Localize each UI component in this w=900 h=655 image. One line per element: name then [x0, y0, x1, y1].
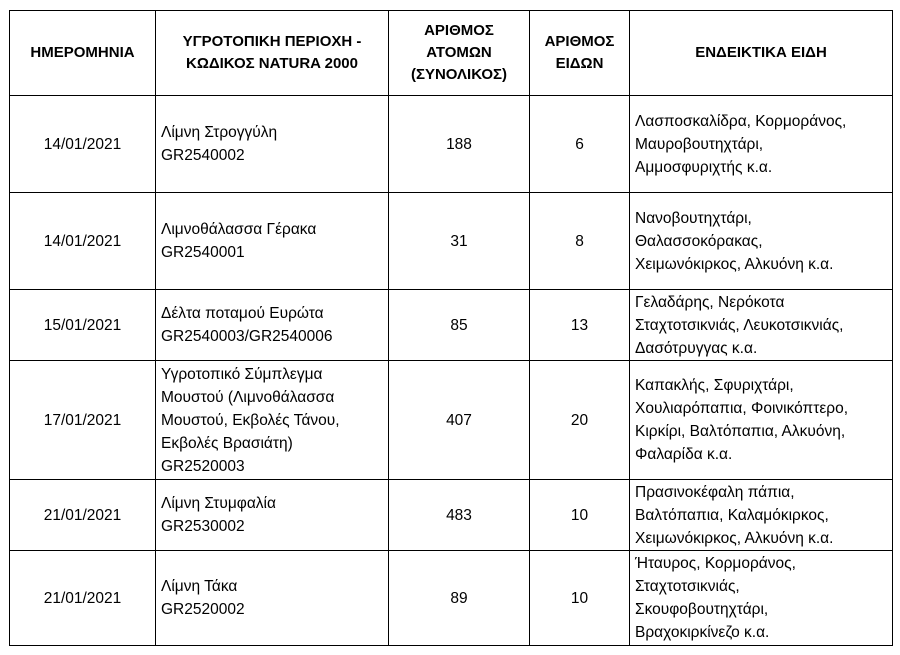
wetland-area-cell [156, 193, 389, 290]
header-line: ΑΤΟΜΩΝ [426, 44, 492, 61]
header-line: ΕΙΔΩΝ [555, 55, 604, 72]
species-count-cell: 20 [530, 361, 630, 480]
header-row [10, 11, 893, 96]
wetland-area-cell-line: GR2540003/GR2540006 [161, 328, 333, 345]
wetland-area-cell [156, 551, 389, 646]
indicative-species-cell-line: Μαυροβουτηχτάρι, [635, 135, 764, 153]
individuals-count-cell: 407 [389, 361, 530, 480]
wetland-area-cell-line: GR2540002 [161, 147, 245, 164]
species-count-cell: 10 [530, 551, 630, 646]
indicative-species-cell-line: Χουλιαρόπαπια, Φοινικόπτερο, [635, 400, 849, 417]
wetland-area-cell [156, 96, 389, 193]
indicative-species-cell-line: Θαλασσοκόρακας, [635, 232, 763, 250]
individuals-count-cell: 483 [389, 480, 530, 551]
date-cell: 17/01/2021 [10, 361, 156, 480]
date-cell: 21/01/2021 [10, 551, 156, 646]
indicative-species-cell-line: Λασποσκαλίδρα, Κορμοράνος, [635, 112, 847, 130]
header-line: ΕΝΔΕΙΚΤΙΚΑ ΕΙΔΗ [695, 44, 827, 61]
indicative-species-cell-line: Βραχοκιρκίνεζο κ.α. [635, 624, 770, 641]
indicative-species-cell-line: Σταχτοτσικνιάς, [635, 578, 740, 595]
table-row [10, 361, 893, 480]
wetland-area-cell-line: Λίμνη Τάκα [161, 578, 238, 595]
date-cell: 15/01/2021 [10, 290, 156, 361]
wetland-area-cell [156, 290, 389, 361]
wetland-area-cell-line: Εκβολές Βρασιάτη) [161, 434, 293, 452]
wetland-area-cell-line: Λίμνη Στρογγύλη [161, 124, 278, 141]
indicative-species-cell-line: Χειμωνόκιρκος, Αλκυόνη κ.α. [635, 255, 834, 273]
wetland-area-cell-line: Μουστού (Λιμνοθάλασσα [161, 388, 335, 406]
header-line: ΑΡΙΘΜΟΣ [544, 33, 615, 50]
indicative-species-cell-line: Αμμοσφυριχτής κ.α. [635, 158, 773, 176]
header-area [156, 11, 389, 96]
wetland-area-cell-line: GR2530002 [161, 518, 245, 535]
species-count-cell: 13 [530, 290, 630, 361]
date-cell: 21/01/2021 [10, 480, 156, 551]
individuals-count-cell: 31 [389, 193, 530, 290]
wetland-bird-census-table [9, 10, 893, 646]
table-row [10, 96, 893, 193]
wetland-area-cell-line: Λίμνη Στυμφαλία [161, 495, 276, 512]
indicative-species-cell [630, 480, 893, 551]
indicative-species-cell-line: Καπακλής, Σφυριχτάρι, [635, 377, 794, 394]
date-cell: 14/01/2021 [10, 193, 156, 290]
wetland-area-cell-line: Μουστού, Εκβολές Τάνου, [161, 411, 340, 429]
wetland-area-cell-line: GR2520002 [161, 601, 245, 618]
header-date [10, 11, 156, 96]
individuals-count-cell: 85 [389, 290, 530, 361]
wetland-area-cell-line: Υγροτοπικό Σύμπλεγμα [161, 365, 323, 383]
species-count-cell: 8 [530, 193, 630, 290]
species-count-cell: 6 [530, 96, 630, 193]
wetland-area-cell-line: Δέλτα ποταμού Ευρώτα [161, 305, 324, 322]
header-species [630, 11, 893, 96]
indicative-species-cell-line: Χειμωνόκιρκος, Αλκυόνη κ.α. [635, 529, 834, 547]
wetland-area-cell-line: GR2520003 [161, 457, 245, 475]
header-line: (ΣΥΝΟΛΙΚΟΣ) [410, 66, 508, 83]
indicative-species-cell-line: Σταχτοτσικνιάς, Λευκοτσικνιάς, [635, 316, 844, 334]
header-line: ΗΜΕΡΟΜΗΝΙΑ [30, 44, 135, 61]
wetland-area-cell-line: Λιμνοθάλασσα Γέρακα [161, 221, 317, 238]
indicative-species-cell-line: Νανοβουτηχτάρι, [635, 209, 752, 227]
header-line: ΑΡΙΘΜΟΣ [424, 22, 494, 39]
indicative-species-cell-line: Βαλτόπαπια, Καλαμόκιρκος, [635, 506, 829, 524]
header-individuals [389, 11, 530, 96]
header-line: ΥΓΡΟΤΟΠΙΚΗ ΠΕΡΙΟΧΗ - [182, 33, 362, 50]
table-row [10, 551, 893, 646]
indicative-species-cell [630, 361, 893, 480]
indicative-species-cell-line: Δασότρυγγας κ.α. [635, 339, 758, 357]
indicative-species-cell [630, 551, 893, 646]
table-row [10, 290, 893, 361]
table-row [10, 480, 893, 551]
wetland-area-cell [156, 480, 389, 551]
individuals-count-cell: 188 [389, 96, 530, 193]
indicative-species-cell-line: Κιρκίρι, Βαλτόπαπια, Αλκυόνη, [635, 423, 846, 440]
date-cell: 14/01/2021 [10, 96, 156, 193]
indicative-species-cell [630, 96, 893, 193]
indicative-species-cell-line: Φαλαρίδα κ.α. [635, 446, 733, 463]
indicative-species-cell-line: Γελαδάρης, Νερόκοτα [635, 293, 785, 311]
wetland-area-cell [156, 361, 389, 480]
individuals-count-cell: 89 [389, 551, 530, 646]
indicative-species-cell [630, 290, 893, 361]
header-species-count [530, 11, 630, 96]
wetland-area-cell-line: GR2540001 [161, 244, 245, 261]
indicative-species-cell [630, 193, 893, 290]
indicative-species-cell-line: Ήταυρος, Κορμοράνος, [635, 555, 796, 572]
species-count-cell: 10 [530, 480, 630, 551]
table-row [10, 193, 893, 290]
header-line: ΚΩΔΙΚΟΣ NATURA 2000 [186, 55, 358, 72]
indicative-species-cell-line: Σκουφοβουτηχτάρι, [635, 601, 769, 618]
indicative-species-cell-line: Πρασινοκέφαλη πάπια, [635, 483, 795, 501]
